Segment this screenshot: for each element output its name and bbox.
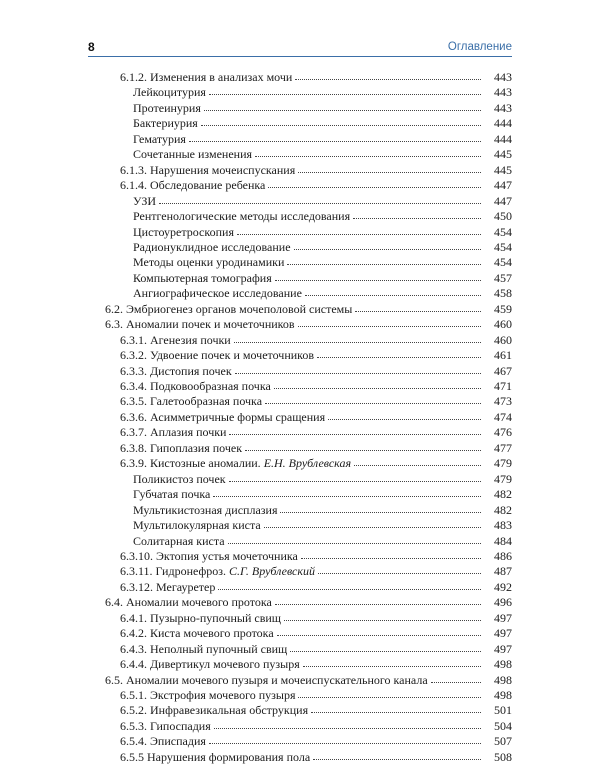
toc-entry-title: 6.3. Аномалии почек и мочеточников [105, 317, 295, 332]
toc-entry-title: Бактериурия [133, 116, 198, 131]
toc-entry-page: 476 [494, 425, 512, 440]
toc-entry-title: 6.5.4. Эписпадия [120, 734, 206, 749]
toc-entry-title: Компьютерная томография [133, 270, 272, 285]
toc-entry-page: 444 [494, 131, 512, 146]
toc-entry [133, 255, 512, 269]
dot-leader [311, 703, 481, 713]
toc-entry-title: 6.5.5 Нарушения формирования пола [120, 749, 311, 764]
toc-entry-title: 6.5.2. Инфравезикальная обструкция [120, 703, 309, 718]
toc-entry-title: Поликистоз почек [133, 471, 226, 486]
page-number: 8 [88, 40, 95, 54]
dot-leader [353, 209, 481, 219]
toc-entry-title: Цистоуретроскопия [133, 224, 234, 239]
toc-entry-page: 497 [494, 641, 512, 656]
toc-entry-page: 459 [494, 301, 512, 316]
toc-entry-page: 447 [494, 178, 512, 193]
toc-entry-title: Радионуклидное исследование [133, 239, 291, 254]
toc-entry [133, 209, 512, 223]
toc-entry-page: 479 [494, 471, 512, 486]
toc-entry-title: 6.3.5. Галетообразная почка [120, 394, 263, 409]
toc-entry [133, 472, 512, 486]
toc-entry-page: 501 [494, 703, 512, 718]
toc-entry-page: 471 [494, 379, 512, 393]
toc-entry-title: 6.4.1. Пузырно-пупочный свищ [120, 610, 282, 625]
dot-leader [275, 595, 481, 605]
toc-entry-author: Е.Н. Врублевская [263, 456, 352, 471]
dot-leader [284, 611, 481, 621]
toc-entry-page: 444 [494, 116, 512, 131]
dot-leader [264, 518, 481, 528]
toc-entry [133, 85, 512, 99]
toc-entry-title: Ангиографическое исследование [133, 286, 302, 301]
toc-entry [120, 178, 512, 192]
toc-entry-page: 454 [494, 239, 512, 254]
dot-leader [295, 70, 481, 80]
toc-entry-title: 6.5.3. Гипоспадия [120, 718, 211, 733]
toc-entry [120, 364, 512, 378]
dot-leader [229, 425, 481, 435]
toc-entry-page: 461 [494, 348, 512, 363]
toc-entry [133, 534, 512, 548]
toc-entry-title: 6.3.6. Асимметричные формы сращения [120, 409, 326, 424]
dot-leader [431, 673, 481, 683]
toc-entry [120, 750, 512, 764]
toc-entry-page: 458 [494, 286, 512, 301]
dot-leader [355, 302, 481, 312]
toc-entry-page: 454 [494, 255, 512, 270]
toc-entry-page: 498 [494, 672, 512, 687]
toc-entry [120, 379, 512, 393]
dot-leader [265, 394, 481, 404]
dot-leader [213, 487, 481, 497]
toc-entry [133, 225, 512, 239]
toc-entry-page: 477 [494, 440, 512, 455]
toc-entry [105, 595, 512, 609]
toc-entry [133, 271, 512, 285]
toc-entry-page: 508 [494, 749, 512, 764]
toc-entry-page: 504 [494, 718, 512, 733]
toc-entry-title: 6.4. Аномалии мочевого протока [105, 595, 272, 610]
toc-entry [133, 194, 512, 208]
toc-entry-title: Методы оценки уродинамики [133, 255, 285, 270]
toc-entry-title: Мультикистозная дисплазия [133, 502, 278, 517]
toc-entry-author: С.Г. Врублевский [228, 564, 315, 579]
toc-entry-title: 6.5.1. Экстрофия мочевого пузыря [120, 688, 296, 702]
toc-entry [120, 456, 512, 470]
dot-leader [209, 734, 481, 744]
toc-entry [120, 70, 512, 84]
toc-entry-page: 482 [494, 502, 512, 517]
toc-entry-page: 479 [494, 456, 512, 471]
toc-entry [133, 518, 512, 532]
dot-leader [255, 147, 481, 157]
toc-entry-title: Лейкоцитурия [133, 85, 206, 100]
toc-entry [120, 688, 512, 702]
toc-entry-page: 447 [494, 193, 512, 208]
toc-entry-page: 497 [494, 610, 512, 625]
dot-leader [237, 225, 481, 235]
toc-entry [133, 487, 512, 501]
toc-entry-title: 6.3.4. Подковообразная почка [120, 379, 271, 393]
dot-leader [159, 194, 481, 204]
toc-entry-title: 6.1.2. Изменения в анализах мочи [120, 70, 293, 84]
toc-entry [120, 564, 512, 578]
toc-entry [105, 302, 512, 316]
page-header [88, 38, 512, 57]
toc-entry [120, 657, 512, 671]
toc-entry-title: Рентгенологические методы исследования [133, 209, 351, 224]
toc-entry-page: 498 [494, 688, 512, 702]
dot-leader [189, 132, 481, 142]
toc-entry-title: 6.1.3. Нарушения мочеиспускания [120, 162, 296, 177]
toc-entry [120, 441, 512, 455]
toc-entry-title: 6.3.10. Эктопия устья мочеточника [120, 548, 298, 563]
toc-entry [120, 333, 512, 347]
toc-entry [120, 549, 512, 563]
toc-entry-title: УЗИ [133, 193, 157, 208]
dot-leader [204, 101, 481, 111]
toc-entry-title: Губчатая почка [133, 487, 211, 502]
toc-entry-page: 473 [494, 394, 512, 409]
dot-leader [214, 719, 481, 729]
dot-leader [303, 657, 481, 667]
dot-leader [209, 85, 481, 95]
dot-leader [328, 410, 481, 420]
toc-entry-title: Сочетанные изменения [133, 147, 253, 162]
toc-entry-page: 454 [494, 224, 512, 239]
toc-entry-page: 497 [494, 626, 512, 641]
toc-entry [120, 719, 512, 733]
toc-entry-page: 482 [494, 487, 512, 502]
toc-entry [120, 734, 512, 748]
dot-leader [298, 688, 481, 698]
toc-entry-page: 443 [494, 85, 512, 100]
dot-leader [287, 255, 481, 265]
toc-entry-page: 443 [494, 100, 512, 115]
dot-leader [277, 626, 481, 636]
toc-entry [133, 286, 512, 300]
dot-leader [318, 564, 481, 574]
toc-entry-title: Гематурия [133, 131, 186, 146]
dot-leader [294, 240, 481, 250]
dot-leader [290, 642, 481, 652]
toc-entry [120, 703, 512, 717]
toc-entry-page: 483 [494, 518, 512, 533]
dot-leader [235, 364, 481, 374]
toc-entry [120, 642, 512, 656]
toc-entry [120, 580, 512, 594]
toc-entry-page: 487 [494, 564, 512, 579]
dot-leader [301, 549, 481, 559]
dot-leader [354, 456, 481, 466]
toc-entry [120, 410, 512, 424]
toc-entry-page: 445 [494, 147, 512, 162]
toc-entry [133, 116, 512, 130]
toc-entry-title: 6.4.3. Неполный пупочный свищ [120, 641, 288, 656]
toc-entry-title: 6.3.9. Кистозные аномалии. Е.Н. Врублевская [120, 456, 352, 471]
toc-entry [120, 163, 512, 177]
dot-leader [274, 379, 481, 389]
dot-leader [313, 750, 481, 760]
dot-leader [298, 317, 481, 327]
dot-leader [298, 163, 481, 173]
toc-entry-page: 507 [494, 734, 512, 749]
toc-entry-page: 450 [494, 209, 512, 224]
dot-leader [234, 333, 481, 343]
toc-entry-title: Мультилокулярная киста [133, 518, 261, 533]
dot-leader [218, 580, 481, 590]
toc-entry-title: Протеинурия [133, 100, 201, 115]
dot-leader [275, 271, 481, 281]
toc-entry [133, 240, 512, 254]
toc-entry-title: 6.3.3. Дистопия почек [120, 363, 232, 378]
dot-leader [280, 503, 481, 513]
toc-entry [120, 348, 512, 362]
toc-entry-title: 6.4.4. Дивертикул мочевого пузыря [120, 657, 300, 672]
toc-entry-page: 460 [494, 332, 512, 347]
toc-entry [133, 503, 512, 517]
toc-entry [133, 132, 512, 146]
toc-entry-page: 460 [494, 317, 512, 332]
toc-entry-page: 498 [494, 657, 512, 672]
dot-leader [228, 534, 481, 544]
toc-entry-title: 6.3.8. Гипоплазия почек [120, 440, 243, 455]
toc-entry-page: 492 [494, 579, 512, 594]
toc-entry-title: 6.3.1. Агенезия почки [120, 332, 231, 347]
dot-leader [229, 472, 481, 482]
toc-entry [133, 101, 512, 115]
toc-entry-page: 467 [494, 363, 512, 378]
toc-entry-title: Солитарная киста [133, 533, 225, 548]
toc-entry [120, 425, 512, 439]
toc-entry [133, 147, 512, 161]
toc-entry-page: 457 [494, 270, 512, 285]
toc-entry-title: 6.3.7. Аплазия почки [120, 425, 227, 440]
toc-entry-title: 6.4.2. Киста мочевого протока [120, 626, 274, 641]
toc-entry-page: 496 [494, 595, 512, 610]
toc-entry-page: 484 [494, 533, 512, 548]
toc-entry [120, 611, 512, 625]
toc-entry [120, 394, 512, 408]
toc-entry-page: 474 [494, 409, 512, 424]
dot-leader [201, 116, 481, 126]
dot-leader [305, 286, 481, 296]
toc-entry-title: 6.3.2. Удвоение почек и мочеточников [120, 348, 315, 363]
toc-entry-title: 6.2. Эмбриогенез органов мочеполовой системы [105, 301, 353, 316]
toc-entry-title: 6.3.11. Гидронефроз. С.Г. Врублевский [120, 564, 315, 579]
dot-leader [268, 178, 481, 188]
toc-entry-title: 6.1.4. Обследование ребенка [120, 178, 266, 193]
toc-entry-title: 6.5. Аномалии мочевого пузыря и мочеиспускательного канала [105, 672, 428, 687]
toc-entry-page: 445 [494, 162, 512, 177]
dot-leader [245, 441, 481, 451]
running-title: Оглавление [447, 41, 512, 53]
toc-entry-page: 486 [494, 548, 512, 563]
toc-entry-page: 443 [494, 70, 512, 84]
toc-entry-title: 6.3.12. Мегауретер [120, 579, 216, 594]
toc-entry [120, 626, 512, 640]
toc-entry [105, 673, 512, 687]
dot-leader [317, 348, 481, 358]
toc-entry [105, 317, 512, 331]
